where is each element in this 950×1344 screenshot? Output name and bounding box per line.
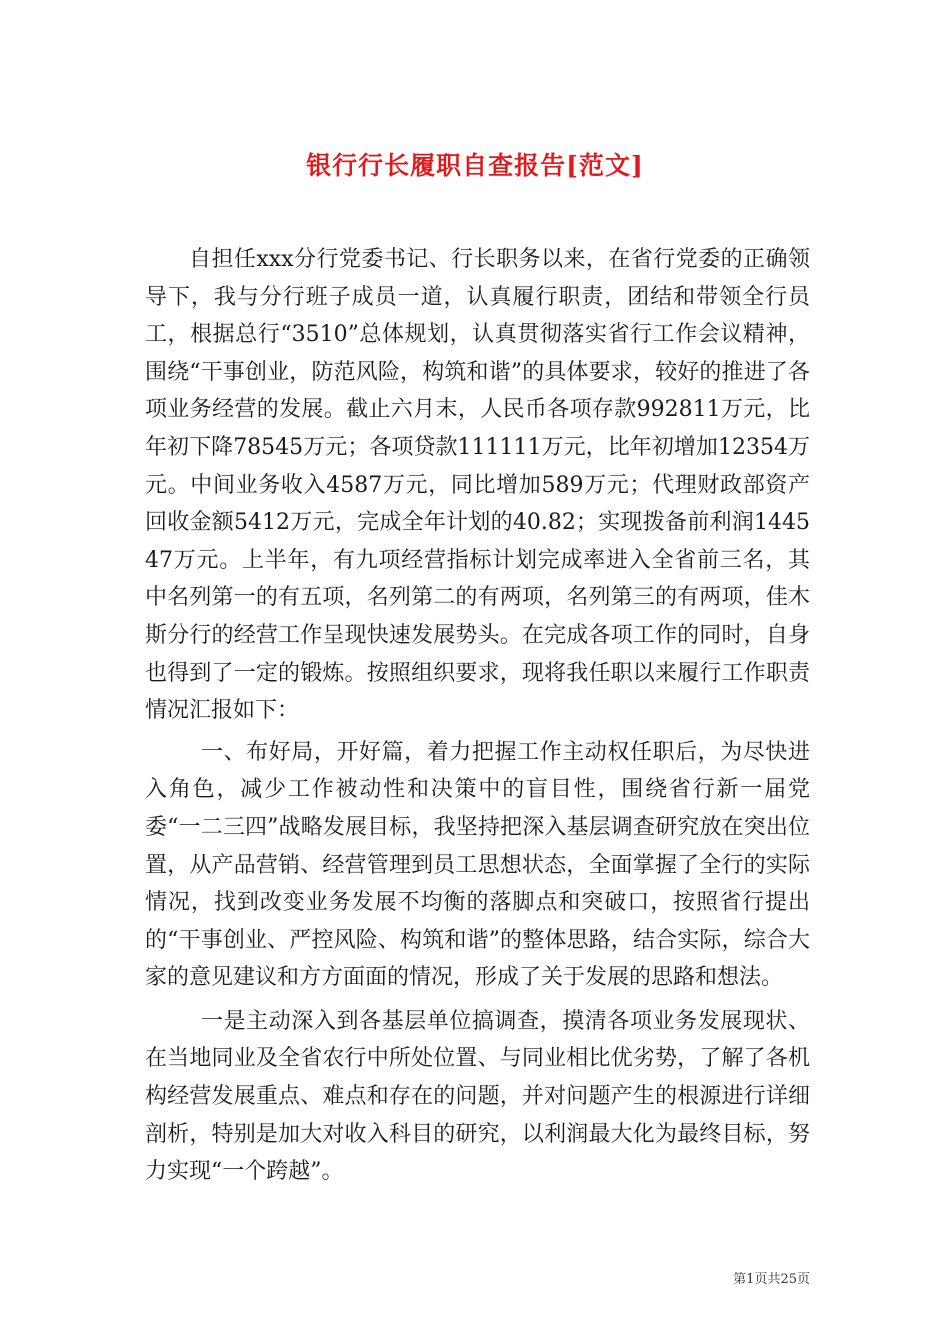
document-body xyxy=(145,241,810,1191)
paragraph-point-one: 一是主动深入到各基层单位搞调查，摸清各项业务发展现状、在当地同业及全省农行中所处位置、与同业相比优劣势，了解了各机构经营发展重点、难点和存在的问题，并对问题产生的根源进行详细剖析，特别是加大对收入科目的研究，以利润最大化为最终目标，努力实现“一个跨越”。 xyxy=(145,1008,810,1185)
document-title: 银行行长履职自查报告[范文] xyxy=(306,150,644,180)
page-number: 第1页共25页 xyxy=(733,1272,810,1287)
paragraph-section-one: 一、布好局，开好篇，着力把握工作主动权任职后，为尽快进入角色，减少工作被动性和决策中的盲目性，围绕省行新一届党委“一二三四”战略发展目标，我坚持把深入基层调查研究放在突出位置，从产品营销、经营管理到员工思想状态，全面掌握了全行的实际情况，找到改变业务发展不均衡的落脚点和突破口，按照省行提出的“干事创业、严控风险、构筑和谐”的整体思路，结合实际，综合大家的意见建议和方方面面的情况，形成了关于发展的思路和想法。 xyxy=(145,739,810,991)
paragraph-intro: 自担任xxx分行党委书记、行长职务以来，在省行党委的正确领导下，我与分行班子成员一道，认真履行职责，团结和带领全行员工，根据总行“3510”总体规划，认真贯彻落实省行工作会议精神，围绕“干事创业，防范风险，构筑和谐”的具体要求，较好的推进了各项业务经营的发展。截止六月末，人民币各项存款992811万元，比年初下降78545万元；各项贷款111111万元，比年初增加12354万元。中间业务收入4587万元，同比增加589万元；代理财政部资产回收金额5412万元，完成全年计划的40.82；实现拨备前利润144547万元。上半年，有九项经营指标计划完成率进入全省前三名，其中名列第一的有五项，名列第二的有两项，名列第三的有两项，佳木斯分行的经营工作呈现快速发展势头。在完成各项工作的同时，自身也得到了一定的锻炼。按照组织要求，现将我任职以来履行工作职责情况汇报如下： xyxy=(145,247,810,724)
